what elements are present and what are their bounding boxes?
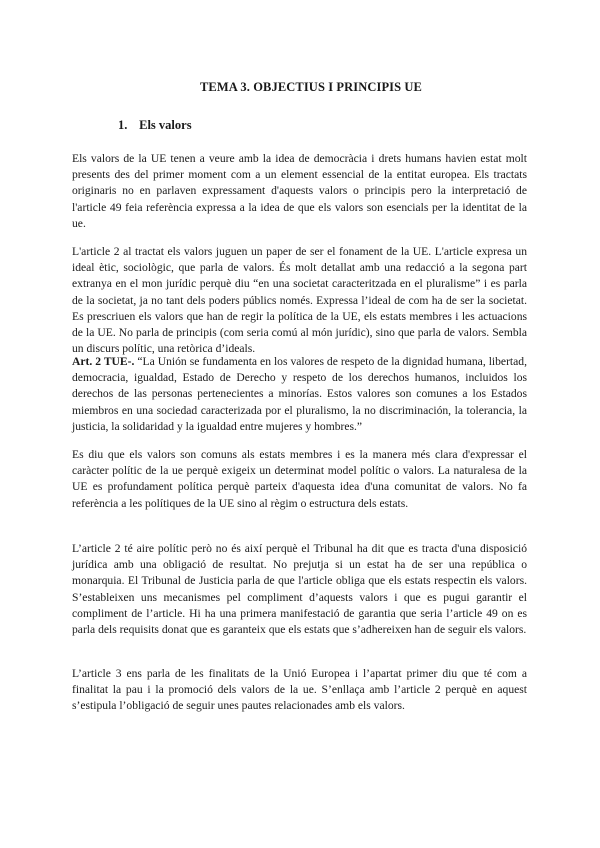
paragraph-5-text: L’article 2 té aire polític però no és així perquè el Tribunal ha dit que es tracta d'una disposició jurídica amb una obligació de resultat. No prejutja si un estat ha de ser una república o monarquia. El Tribunal de Justicia parla de que l'article obliga que els estats respectin els valors. S’estableixen uns mecanismes pel compliment d’aquests valors i que es pugui garantir el compliment de l’article. Hi ha una primera manifestació de garantia que seria l’article 49 on es parla dels requisits donat que es garanteix que els estats que s’adhereixen han de seguir els valors.	[72, 542, 527, 637]
paragraph-6	[72, 666, 527, 715]
paragraph-6-text: L’article 3 ens parla de les finalitats de la Unió Europea i l’apartat primer diu que té com a finalitat la pau i la promoció dels valors de la ue. S’enllaça amb l’article 2 perquè en aquest s’estipula l’obligació de seguir unes pautes relacionades amb els valors.	[72, 667, 527, 713]
paragraph-2-text: L'article 2 al tractat els valors juguen un paper de ser el fonament de la UE. L'article expresa un ideal ètic, sociològic, que parla de valors. És molt detallat amb una redacció a la segona part extranya en el mon jurídic perquè diu “en una societat caracteritzada en el pluralisme” i es parla de la societat, ja no tant dels poders públics només. Expressa l’ideal de com ha de ser la societat. Es prescriuen els valors que han de regir la política de la UE, els estats membres i les actuacions de la UE. No parla de principis (com seria comú al món jurídic), sino que parla de valors. Sembla un discurs polític, una retòrica d’ideals.	[72, 245, 527, 356]
paragraph-3-article-quote	[72, 354, 527, 435]
paragraph-4-text: Es diu que els valors son comuns als estats membres i es la manera més clara d'expressar el caràcter polític de la ue perquè exigeix un determinat model polític o valors. La naturalesa de la UE es profundament política perquè parteix d'aquesta idea d'una comunitat de valors. No fa referència a les polítiques de la UE sino al règim o estructura dels estats.	[72, 448, 527, 510]
paragraph-3-lead: Art. 2 TUE-.	[72, 355, 135, 368]
paragraph-3-text: “La Unión se fundamenta en los valores de respeto de la dignidad humana, libertad, democracia, igualdad, Estado de Derecho y respeto de los derechos humanos, incluidos los derechos de las personas pertenecientes a minorías. Estos valores son comunes a los Estados miembros en una sociedad caracterizada por el pluralismo, la no discriminación, la tolerancia, la justicia, la solidaridad y la igualdad entre mujeres y hombres.”	[72, 355, 527, 433]
section-title: Els valors	[139, 118, 192, 132]
section-heading	[118, 118, 192, 133]
paragraph-1-text: Els valors de la UE tenen a veure amb la idea de democràcia i drets humans havien estat molt presents des del primer moment com a un element essencial de la entitat europea. Els tractats originaris no en parlaven expressament d'aquests valors o principis pero la interpretació de l'article 49 feia referència expressa a la idea de que els valors son esencials per la identitat de la ue.	[72, 152, 527, 230]
paragraph-1	[72, 151, 527, 232]
paragraph-2	[72, 244, 527, 357]
section-number: 1.	[118, 118, 128, 132]
document-title: TEMA 3. OBJECTIUS I PRINCIPIS UE	[200, 80, 422, 94]
paragraph-5	[72, 541, 527, 638]
paragraph-4	[72, 447, 527, 512]
